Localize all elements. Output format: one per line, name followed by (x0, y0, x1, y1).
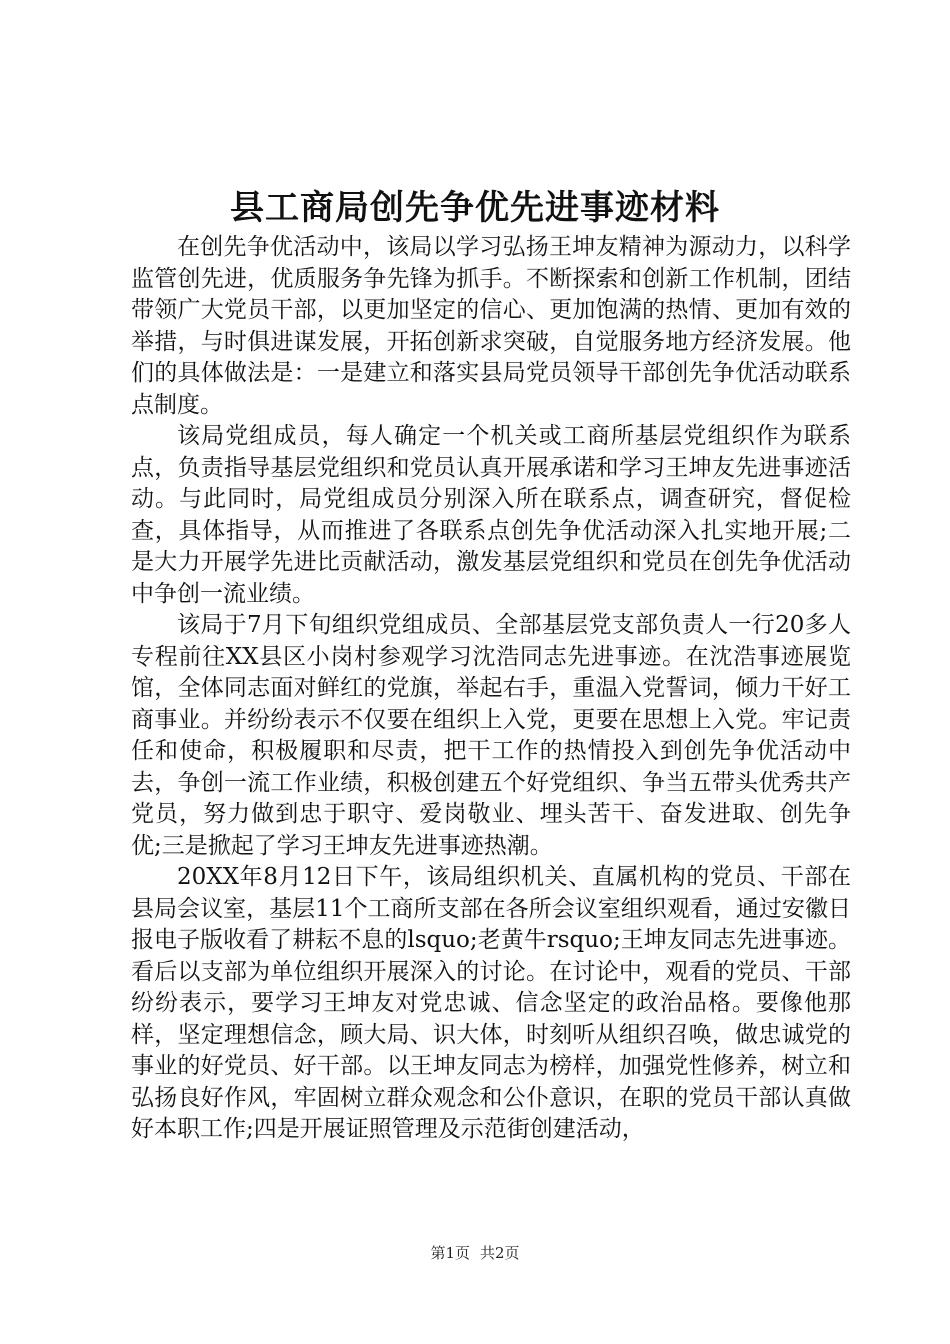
paragraph-1: 在创先争优活动中，该局以学习弘扬王坤友精神为源动力，以科学监管创先进，优质服务争先锋为抓手。不断探索和创新工作机制，团结带领广大党员干部，以更加坚定的信心、更加饱满的热情、更加有效的举措，与时俱进谋发展，开拓创新求突破，自觉服务地方经济发展。他们的具体做法是：一是建立和落实县局党员领导干部创先争优活动联系点制度。 (131, 234, 851, 418)
page-number: 第1页 (430, 1244, 470, 1262)
paragraph-3: 该局于7月下旬组织党组成员、全部基层党支部负责人一行20多人专程前往XX县区小岗村参观学习沈浩同志先进事迹。在沈浩事迹展览馆，全体同志面对鲜红的党旗，举起右手，重温入党誓词，倾力干好工商事业。并纷纷表示不仅要在组织上入党，更要在思想上入党。牢记责任和使命，积极履职和尽责，把干工作的热情投入到创先争优活动中去，争创一流工作业绩，积极创建五个好党组织、争当五带头优秀共产党员，努力做到忠于职守、爱岗敬业、埋头苦干、奋发进取、创先争优;三是掀起了学习王坤友先进事迹热潮。 (131, 612, 851, 859)
document-title: 县工商局创先争优先进事迹材料 (230, 188, 720, 228)
page-total: 共2页 (480, 1244, 520, 1262)
page-footer (0, 1241, 950, 1265)
document-body (131, 232, 851, 1146)
paragraph-2: 该局党组成员，每人确定一个机关或工商所基层党组织作为联系点，负责指导基层党组织和党员认真开展承诺和学习王坤友先进事迹活动。与此同时，局党组成员分别深入所在联系点，调查研究，督促检查，具体指导，从而推进了各联系点创先争优活动深入扎实地开展;二是大力开展学先进比贡献活动，激发基层党组织和党员在创先争优活动中争创一流业绩。 (131, 423, 851, 607)
paragraph-4: 20XX年8月12日下午，该局组织机关、直属机构的党员、干部在县局会议室，基层11个工商所支部在各所会议室组织观看，通过安徽日报电子版收看了耕耘不息的lsquo;老黄牛rsquo;王坤友同志先进事迹。看后以支部为单位组织开展深入的讨论。在讨论中，观看的党员、干部纷纷表示，要学习王坤友对党忠诚、信念坚定的政治品格。要像他那样，坚定理想信念，顾大局、识大体，时刻听从组织召唤，做忠诚党的事业的好党员、好干部。以王坤友同志为榜样，加强党性修养，树立和弘扬良好作风，牢固树立群众观念和公仆意识，在职的党员干部认真做好本职工作;四是开展证照管理及示范街创建活动， (131, 864, 851, 1142)
